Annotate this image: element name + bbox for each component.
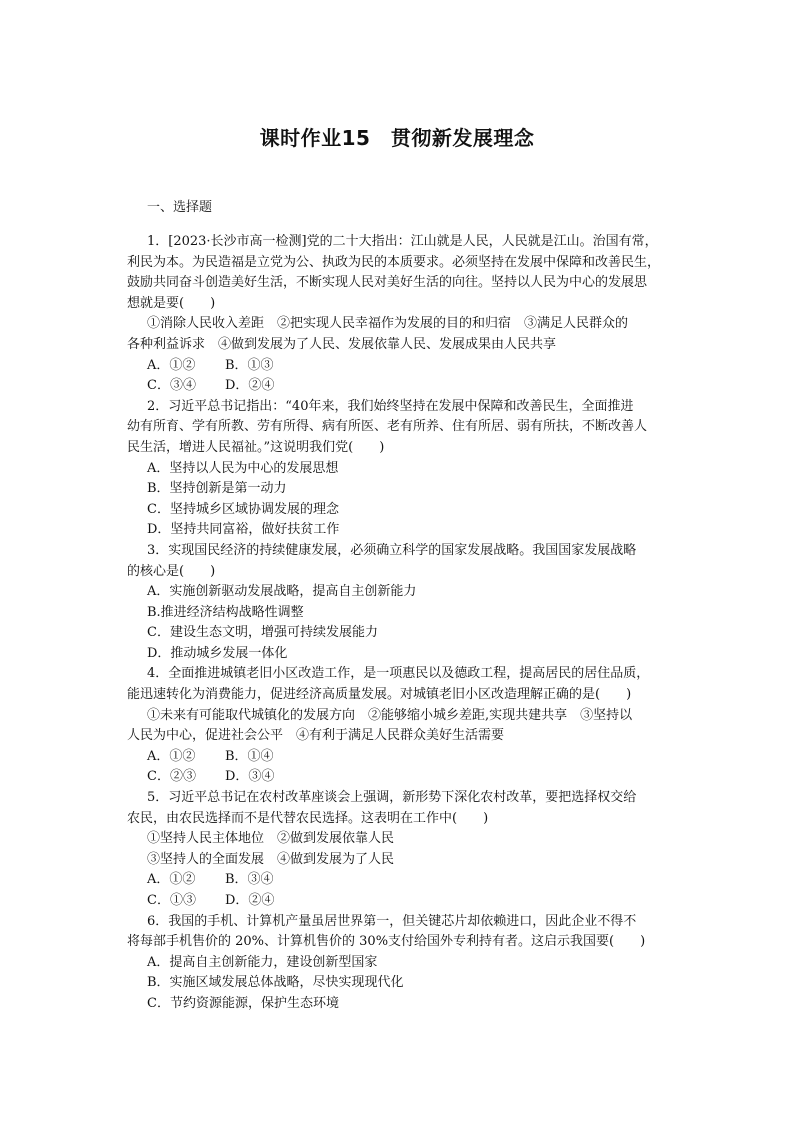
question-text-line: 4．全面推进城镇老旧小区改造工作，是一项惠民以及德政工程，提高居民的居住品质， xyxy=(147,666,650,682)
answer-option: A．①② xyxy=(147,357,196,373)
question-text-line: B．坚持创新是第一动力 xyxy=(147,481,287,497)
answer-option: D．③④ xyxy=(225,769,275,785)
question-text-line: 民生活，增进人民福祉。”这说明我们党( ) xyxy=(127,439,385,455)
question-text-line: 各种利益诉求 ④做到发展为了人民、发展依靠人民、发展成果由人民共享 xyxy=(127,336,557,352)
question-text-line: C．节约资源能源，保护生态环境 xyxy=(147,995,339,1011)
question-3 xyxy=(127,541,687,665)
answer-option: A．①② xyxy=(147,872,196,888)
question-text-line: 鼓励共同奋斗创造美好生活，不断实现人民对美好生活的向往。坚持以人民为中心的发展思 xyxy=(127,275,648,291)
question-list xyxy=(127,220,687,1015)
page-title: 课时作业15 贯彻新发展理念 xyxy=(259,126,535,150)
question-text-line: C．建设生态文明，增强可持续发展能力 xyxy=(147,625,378,641)
option-row xyxy=(147,747,687,768)
question-text-line: 能迅速转化为消费能力，促进经济高质量发展。对城镇老旧小区改造理解正确的是( ) xyxy=(127,687,632,703)
option-row xyxy=(147,870,687,891)
answer-option: A．①② xyxy=(147,748,196,764)
question-text-line: A．提高自主创新能力，建设创新型国家 xyxy=(147,954,378,970)
question-text-line: C．坚持城乡区域协调发展的理念 xyxy=(147,501,339,517)
question-6 xyxy=(127,912,687,1015)
section-heading: 一、选择题 xyxy=(147,200,213,215)
question-text-line: 农民，由农民选择而不是代替农民选择。这表明在工作中( ) xyxy=(127,810,489,826)
option-row xyxy=(147,356,687,377)
question-text-line: B．实施区域发展总体战略，尽快实现现代化 xyxy=(147,975,404,991)
question-text-line: A．坚持以人民为中心的发展思想 xyxy=(147,460,339,476)
answer-option: B．①③ xyxy=(225,357,274,373)
answer-option: B．③④ xyxy=(225,872,274,888)
question-text-line: ①未来有可能取代城镇化的发展方向 ②能够缩小城乡差距,实现共建共享 ③坚持以 xyxy=(147,707,633,723)
answer-option: D．②④ xyxy=(225,378,275,394)
question-text-line: D．推动城乡发展一体化 xyxy=(147,645,288,661)
question-text-line: B.推进经济结构战略性调整 xyxy=(147,604,304,620)
option-row xyxy=(147,891,687,912)
question-text-line: ①坚持人民主体地位 ②做到发展依靠人民 xyxy=(147,831,395,847)
question-2 xyxy=(127,397,687,541)
question-5 xyxy=(127,788,687,912)
question-text-line: D．坚持共同富裕，做好扶贫工作 xyxy=(147,522,340,538)
question-text-line: 2．习近平总书记指出：“40年来，我们始终坚持在发展中保障和改善民生，全面推进 xyxy=(147,398,634,414)
question-text-line: 利民为本。为民造福是立党为公、执政为民的本质要求。必须坚持在发展中保障和改善民生， xyxy=(127,254,661,270)
question-text-line: ①消除人民收入差距 ②把实现人民幸福作为发展的目的和归宿 ③满足人民群众的 xyxy=(147,316,629,332)
question-text-line: 1．[2023·长沙市高一检测]党的二十大指出：江山就是人民，人民就是江山。治国有常， xyxy=(147,234,658,249)
question-text-line: A．实施创新驱动发展战略，提高自主创新能力 xyxy=(147,584,417,600)
option-row xyxy=(147,376,687,397)
answer-option: C．③④ xyxy=(147,378,196,394)
question-text-line: 幼有所育、学有所教、劳有所得、病有所医、老有所养、住有所居、弱有所扶，不断改善人 xyxy=(127,419,648,435)
question-4 xyxy=(127,664,687,788)
answer-option: C．①③ xyxy=(147,893,196,908)
question-text-line: 3．实现国民经济的持续健康发展，必须确立科学的国家发展战略。我国国家发展战略 xyxy=(147,542,637,558)
answer-option: D．②④ xyxy=(225,893,275,908)
question-text-line: 想就是要( ) xyxy=(127,295,216,311)
question-1 xyxy=(127,232,687,397)
question-text-line: 将每部手机售价的 20%、计算机售价的 30%支付给国外专利持有者。这启示我国要( ) xyxy=(127,934,646,950)
option-row xyxy=(147,767,687,788)
answer-option: B．①④ xyxy=(225,748,274,764)
question-text-line: 6．我国的手机、计算机产量虽居世界第一，但关键芯片却依赖进口，因此企业不得不 xyxy=(147,913,637,929)
question-text-line: 人民为中心，促进社会公平 ④有利于满足人民群众美好生活需要 xyxy=(127,728,505,744)
question-text-line: 的核心是( ) xyxy=(127,563,216,579)
question-text-line: ③坚持人的全面发展 ④做到发展为了人民 xyxy=(147,851,395,867)
answer-option: C．②③ xyxy=(147,769,196,785)
question-text-line: 5．习近平总书记在农村改革座谈会上强调，新形势下深化农村改革，要把选择权交给 xyxy=(147,790,637,806)
